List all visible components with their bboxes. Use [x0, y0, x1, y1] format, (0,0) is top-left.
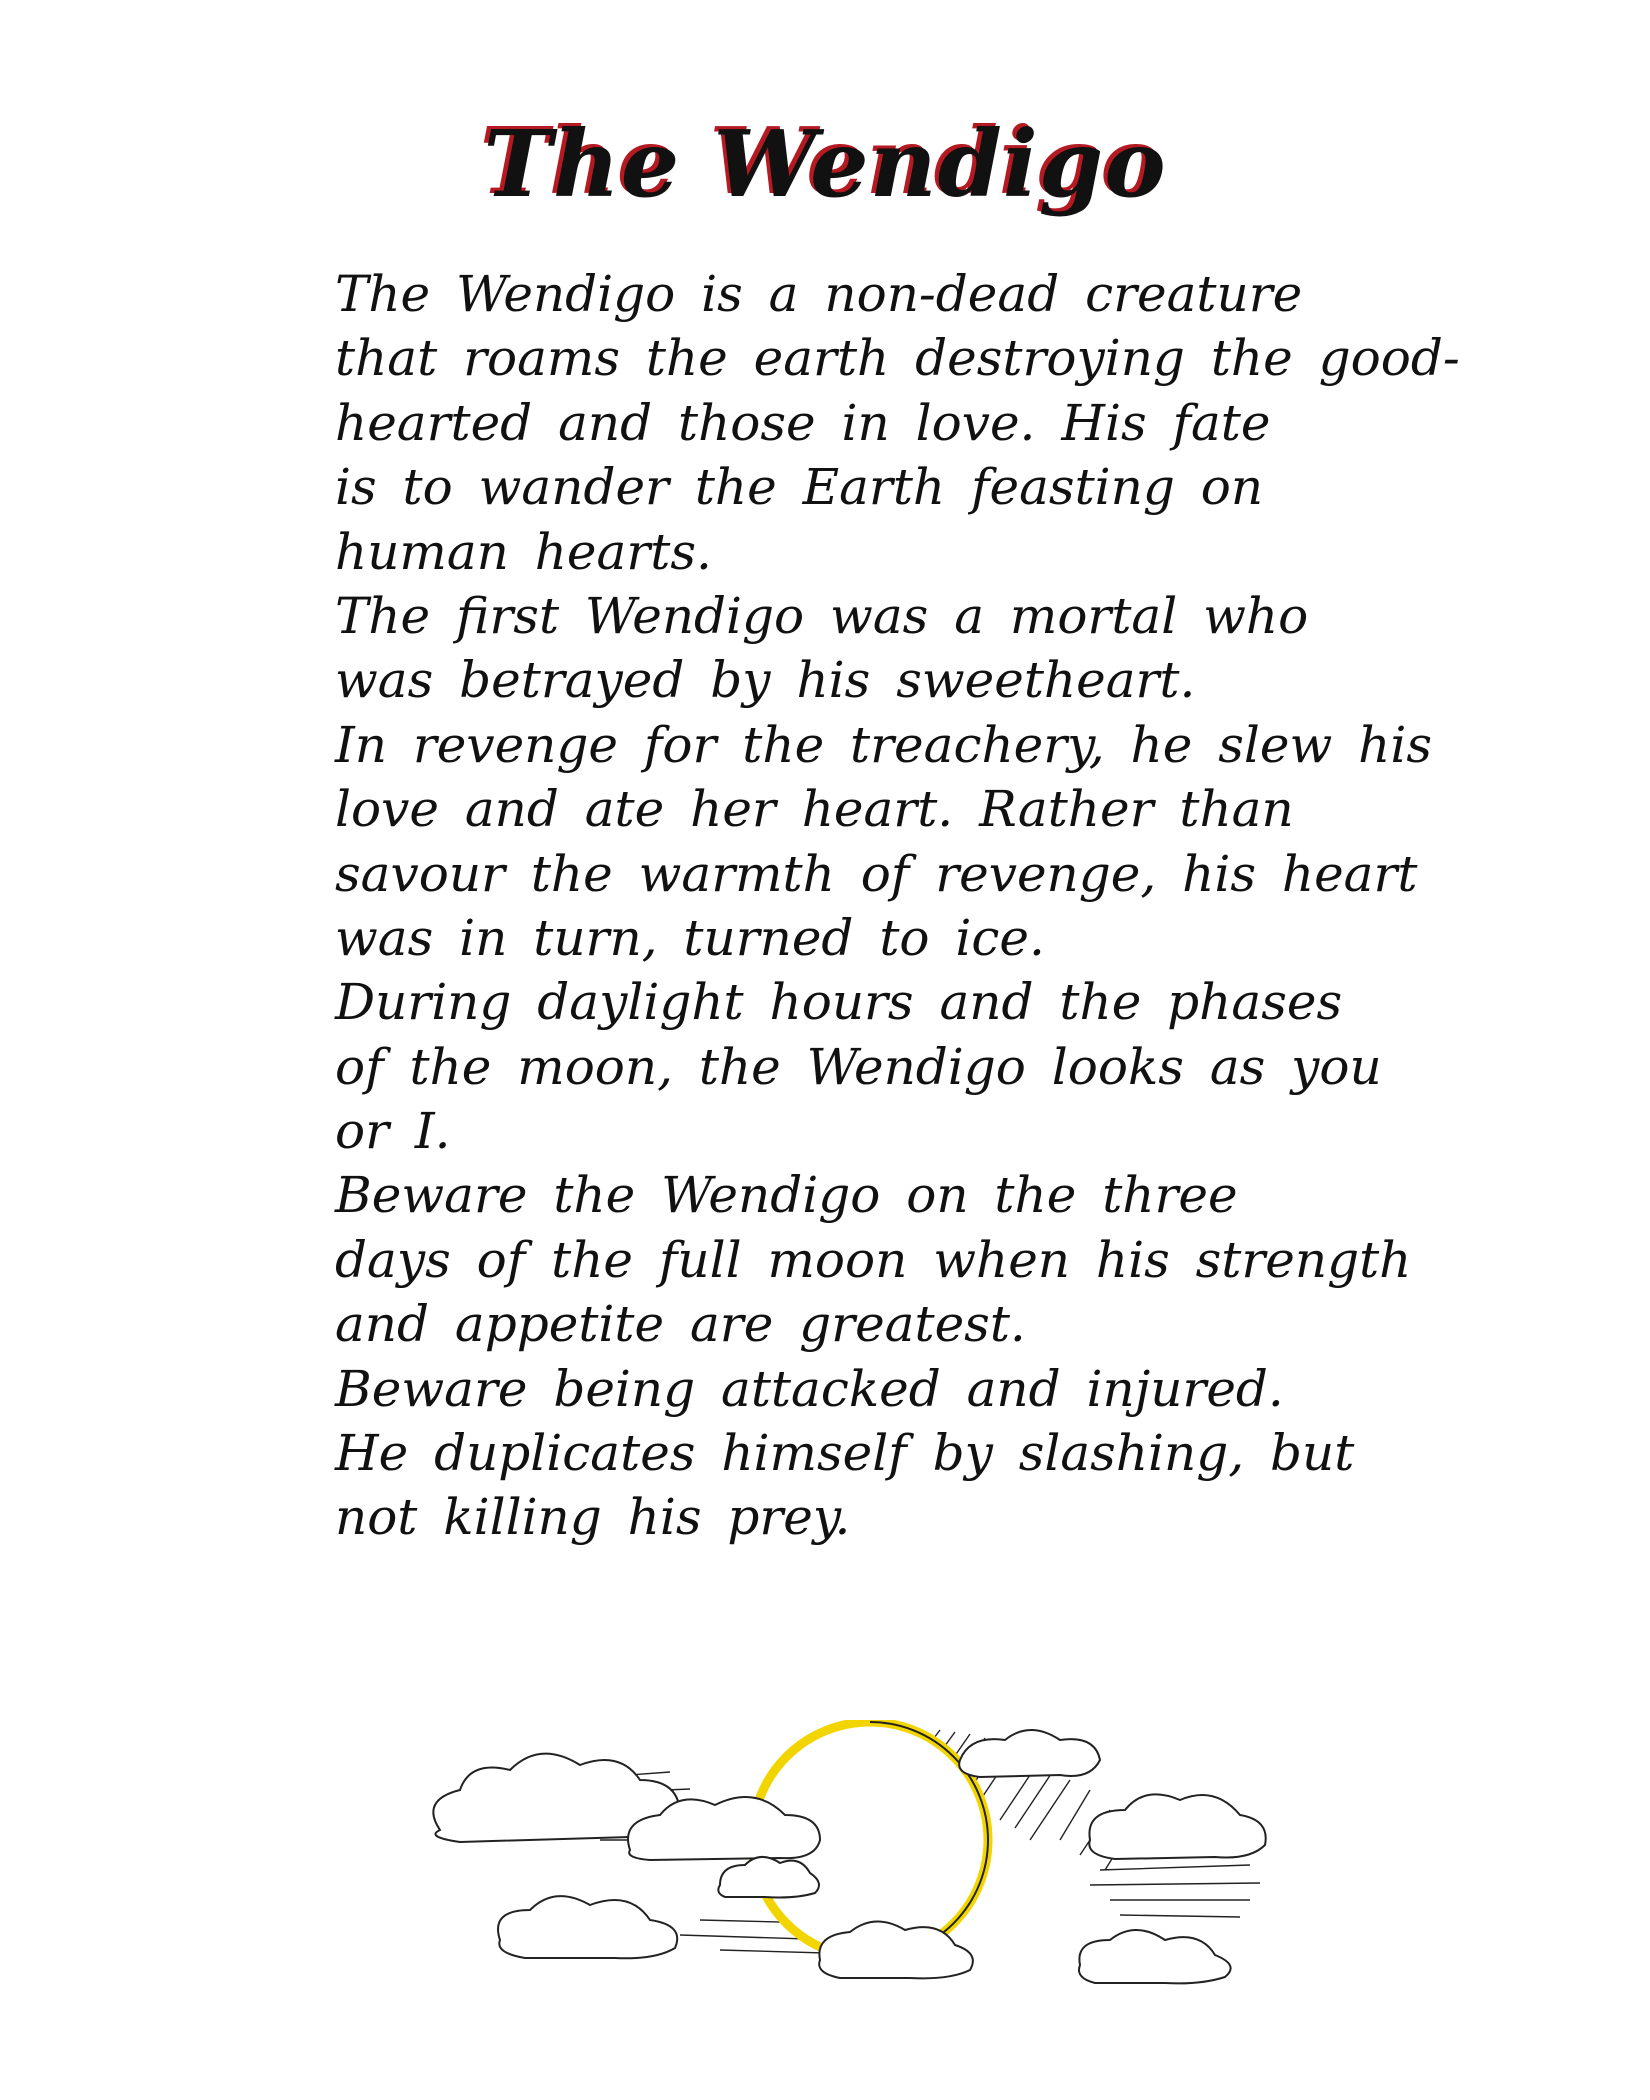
text-line: was betrayed by his sweetheart.	[335, 651, 1196, 710]
text-line: In revenge for the treachery, he slew his	[335, 715, 1433, 774]
text-line: love and ate her heart. Rather than	[335, 780, 1294, 839]
moon-behind-clouds-icon	[400, 1720, 1320, 2010]
text-line: of the moon, the Wendigo looks as you	[335, 1037, 1382, 1096]
text-line: was in turn, turned to ice.	[335, 908, 1045, 967]
text-line: The Wendigo is a non-dead creature	[335, 265, 1303, 323]
text-line: savour the warmth of revenge, his heart	[335, 844, 1418, 903]
text-line: human hearts.	[335, 522, 712, 581]
text-line: that roams the earth destroying the good-	[335, 329, 1460, 388]
text-line: not killing his prey.	[335, 1488, 851, 1547]
text-line: days of the full moon when his strength	[335, 1230, 1412, 1289]
text-line: The first Wendigo was a mortal who	[335, 586, 1309, 645]
text-line: Beware the Wendigo on the three	[335, 1166, 1238, 1225]
text-line: and appetite are greatest.	[335, 1295, 1026, 1354]
text-line: is to wander the Earth feasting on	[335, 458, 1264, 517]
text-line: During daylight hours and the phases	[335, 973, 1343, 1032]
text-line: hearted and those in love. His fate	[335, 393, 1271, 452]
body-text	[335, 262, 1495, 1550]
text-line: He duplicates himself by slashing, but	[335, 1424, 1355, 1483]
page-title: The Wendigo	[483, 110, 1167, 218]
text-line: Beware being attacked and injured.	[335, 1359, 1284, 1418]
text-line: or I.	[335, 1102, 451, 1161]
